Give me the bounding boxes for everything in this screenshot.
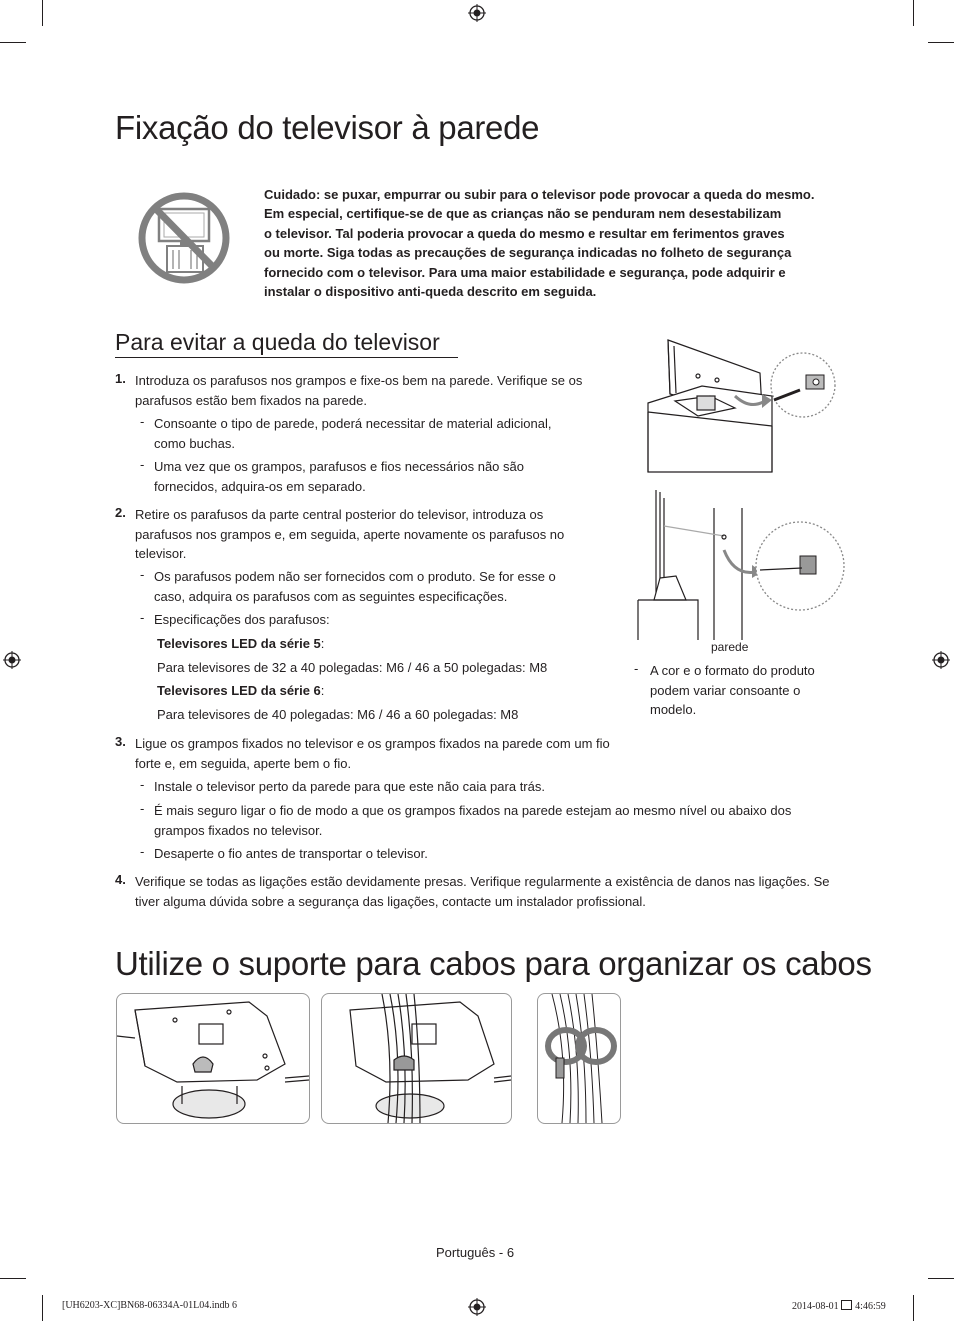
series-5-label: Televisores LED da série 5 [157,636,321,651]
step-3-note-3: Desaperte o fio antes de transportar o televisor. [154,846,428,861]
step-text-line: Verifique se todas as ligações estão devidamente presas. Verifique regularmente a existência de danos nas ligações. Se [135,874,830,889]
step-1-text [135,371,605,410]
cable-holder-drawing [322,994,511,1123]
step-text-line: parafusos nos grampos e, em seguida, aperte novamente os parafusos no [135,526,565,542]
registration-mark-icon [932,651,950,669]
dash: - [140,777,145,792]
step-2-note-2: Especificações dos parafusos: [154,612,330,627]
step-3-note-2 [154,801,834,840]
dash: - [140,567,145,582]
note-line: modelo. [650,702,697,717]
step-text-line: televisor. [135,546,187,561]
series-6-label: Televisores LED da série 6 [157,683,321,698]
figure-note [650,661,840,720]
step-text-line: parafusos estão bem fixados na parede. [135,392,367,408]
dash: - [634,661,639,676]
note-line: podem variar consoante o [650,682,801,698]
note-line: fornecidos, adquira-os em separado. [154,478,366,494]
label-colon: : [320,683,325,698]
registration-mark-icon [468,1298,486,1316]
step-4-text [135,872,835,911]
step-text-line: Introduza os parafusos nos grampos e fixe-os bem na parede. Verifique se os [135,373,583,388]
no-climbing-warning-icon [137,191,233,285]
dash: - [140,457,145,472]
step-1-note-2 [154,457,604,496]
dash: - [140,844,145,859]
series-6-spec: Para televisores de 40 polegadas: M6 / 46 a 60 polegadas: M8 [157,707,519,722]
step-text-line: tiver alguma dúvida sobre a segurança das ligações, contacte um instalador profissional. [135,893,646,909]
crop-mark [913,0,914,26]
crop-mark [913,1295,914,1321]
cable-holder-illustration-2 [321,993,512,1124]
caution-line: instalar o dispositivo anti-queda descrito em seguida. [264,284,597,300]
cable-holder-drawing [538,994,620,1123]
label-colon: : [320,636,325,651]
crop-mark [0,1278,26,1279]
crop-mark [42,1295,43,1321]
caution-line: ou morte. Siga todas as precauções de segurança indicadas no folheto de segurança [264,245,792,261]
section-heading: Para evitar a queda do televisor [115,329,440,355]
note-line: É mais seguro ligar o fio de modo a que os grampos fixados na parede estejam ao mesmo nível ou abaixo dos [154,803,792,818]
crop-mark [0,42,26,43]
caution-line: o televisor. Tal poderia provocar a queda do mesmo e resultar em ferimentos graves [264,225,785,241]
note-line: Os parafusos podem não ser fornecidos com o produto. Se for esse o [154,569,556,584]
cable-holder-illustration-1 [116,993,310,1124]
wall-label: parede [711,640,749,654]
step-2-text [135,505,605,564]
step-3-note-1: Instale o televisor perto da parede para que este não caia para trás. [154,779,545,794]
crop-mark [42,0,43,26]
note-line: como buchas. [154,435,235,451]
tv-on-stand-illustration [640,338,840,483]
page-number: Português - 6 [436,1245,515,1260]
registration-mark-icon [3,651,21,669]
step-text-line: Ligue os grampos fixados no televisor e os grampos fixados na parede com um fio [135,736,610,751]
step-number: 1. [115,371,126,386]
crop-mark [928,1278,954,1279]
note-line: grampos fixados no televisor. [154,822,323,838]
caution-line: Em especial, certifique-se de que as crianças não se penduram nem desestabilizam [264,206,782,222]
cable-holder-closeup-illustration [537,993,621,1124]
caution-text [264,185,824,301]
step-3-text [135,734,635,773]
step-number: 4. [115,872,126,887]
step-number: 2. [115,505,126,520]
step-text-line: Retire os parafusos da parte central posterior do televisor, introduza os [135,507,544,522]
cable-holder-drawing [117,994,309,1123]
section-heading: Utilize o suporte para cabos para organizar os cabos [115,945,872,982]
tv-wall-side-illustration [636,488,848,640]
step-2-note-1 [154,567,604,606]
note-line: Uma vez que os grampos, parafusos e fios necessários não são [154,459,524,474]
series-5-spec: Para televisores de 32 a 40 polegadas: M6 / 46 a 50 polegadas: M8 [157,660,548,675]
step-1-note-1 [154,414,604,453]
footer-timestamp [792,1300,886,1312]
section-heading-underline [115,357,458,358]
step-number: 3. [115,734,126,749]
dash: - [140,801,145,816]
series-5-label-row [157,634,324,654]
caution-line: Cuidado: se puxar, empurrar ou subir para o televisor pode provocar a queda do mesmo. [264,187,815,202]
note-line: Consoante o tipo de parede, poderá necessitar de material adicional, [154,416,552,431]
page-title: Fixação do televisor à parede [115,109,540,146]
footer-date: 2014-08-01 [792,1301,842,1312]
calendar-icon [841,1300,852,1310]
series-6-label-row [157,681,324,701]
step-text-line: forte e, em seguida, aperte bem o fio. [135,755,352,771]
note-line: A cor e o formato do produto [650,663,815,678]
footer-time: 4:46:59 [855,1301,886,1312]
caution-line: fornecido com o televisor. Para uma maior estabilidade e segurança, pode adquirir e [264,264,786,280]
footer-file: [UH6203-XC]BN68-06334A-01L04.indb 6 [62,1300,237,1311]
dash: - [140,610,145,625]
note-line: caso, adquira os parafusos com as seguintes especificações. [154,588,508,604]
dash: - [140,414,145,429]
registration-mark-icon [468,4,486,22]
crop-mark [928,42,954,43]
